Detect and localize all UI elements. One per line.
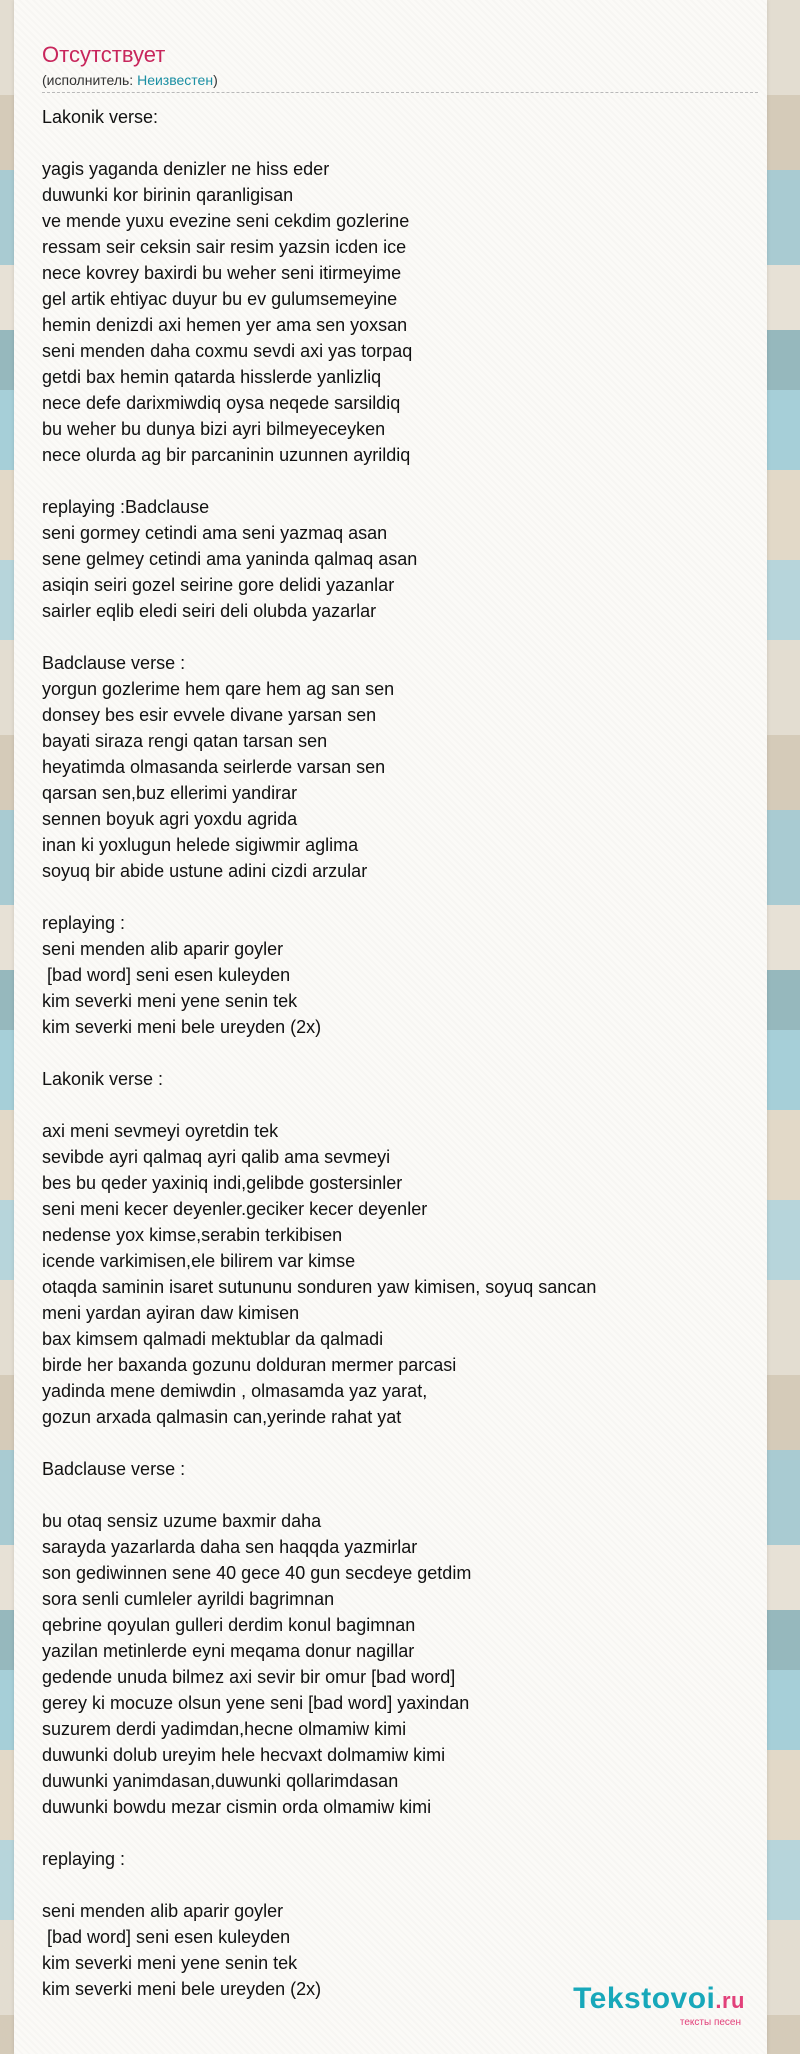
lyric-line: kim severki meni bele ureyden (2x) (42, 1979, 322, 1999)
lyric-blank-line (42, 624, 758, 650)
lyric-line: [bad word] seni esen kuleyden (42, 1927, 291, 1947)
lyric-line: duwunki bowdu mezar cismin orda olmamiw kimi (42, 1797, 432, 1817)
logo-tld: .ru (715, 1988, 745, 2013)
lyric-line: kim severki meni yene senin tek (42, 1953, 298, 1973)
lyric-line: otaqda saminin isaret sutununu sonduren yaw kimisen, soyuq sancan (42, 1277, 597, 1297)
lyric-line: seni menden daha coxmu sevdi axi yas torpaq (42, 341, 413, 361)
site-logo[interactable] (573, 1984, 745, 2028)
lyric-line: sairler eqlib eledi seiri deli olubda yazarlar (42, 601, 377, 621)
logo-tagline: тексты песен (679, 2017, 741, 2028)
lyric-line: icende varkimisen,ele bilirem var kimse (42, 1251, 356, 1271)
lyric-line: nece defe darixmiwdiq oysa neqede sarsildiq (42, 393, 401, 413)
lyric-line: Lakonik verse : (42, 1069, 164, 1089)
lyric-line: yorgun gozlerime hem qare hem ag san sen (42, 679, 395, 699)
lyric-line: sennen boyuk agri yoxdu agrida (42, 809, 298, 829)
lyric-line: ressam seir ceksin sair resim yazsin icden ice (42, 237, 407, 257)
lyric-line: replaying : (42, 1849, 126, 1869)
lyric-line: gozun arxada qalmasin can,yerinde rahat yat (42, 1407, 402, 1427)
song-title: Отсутствует (42, 42, 166, 67)
lyric-line: inan ki yoxlugun helede sigiwmir aglima (42, 835, 359, 855)
lyric-blank-line (42, 1092, 758, 1118)
lyric-line: yagis yaganda denizler ne hiss eder (42, 159, 330, 179)
lyric-line: bayati siraza rengi qatan tarsan sen (42, 731, 328, 751)
lyric-line: suzurem derdi yadimdan,hecne olmamiw kimi (42, 1719, 407, 1739)
lyric-line: seni menden alib aparir goyler (42, 939, 284, 959)
lyric-line: qarsan sen,buz ellerimi yandirar (42, 783, 298, 803)
artist-link[interactable]: Неизвестен (137, 72, 214, 88)
lyric-line: duwunki yanimdasan,duwunki qollarimdasan (42, 1771, 399, 1791)
lyric-blank-line (42, 1482, 758, 1508)
lyric-line: replaying :Badclause (42, 497, 210, 517)
lyric-line: sarayda yazarlarda daha sen haqqda yazmirlar (42, 1537, 418, 1557)
lyrics-card (14, 0, 767, 2054)
logo-name: Tekstovoi.ru (573, 1982, 745, 2015)
artist-line (42, 72, 218, 88)
lyric-blank-line (42, 130, 758, 156)
lyric-blank-line (42, 1040, 758, 1066)
lyric-line: ve mende yuxu evezine seni cekdim gozlerine (42, 211, 410, 231)
lyric-line: sene gelmey cetindi ama yaninda qalmaq asan (42, 549, 418, 569)
lyric-line: kim severki meni bele ureyden (2x) (42, 1017, 322, 1037)
lyric-line: soyuq bir abide ustune adini cizdi arzular (42, 861, 368, 881)
lyric-blank-line (42, 468, 758, 494)
lyric-line: replaying : (42, 913, 126, 933)
lyric-line: [bad word] seni esen kuleyden (42, 965, 291, 985)
lyric-line: heyatimda olmasanda seirlerde varsan sen (42, 757, 386, 777)
artist-suffix: ) (213, 72, 218, 88)
lyric-line: gel artik ehtiyac duyur bu ev gulumsemeyine (42, 289, 398, 309)
dashed-divider (42, 92, 758, 93)
lyric-blank-line (42, 1820, 758, 1846)
lyric-line: sora senli cumleler ayrildi bagrimnan (42, 1589, 335, 1609)
lyric-line: Badclause verse : (42, 1459, 186, 1479)
lyric-line: nece kovrey baxirdi bu weher seni itirmeyime (42, 263, 402, 283)
lyric-line: hemin denizdi axi hemen yer ama sen yoxsan (42, 315, 408, 335)
lyric-line: meni yardan ayiran daw kimisen (42, 1303, 300, 1323)
lyric-blank-line (42, 1430, 758, 1456)
artist-prefix: (исполнитель: (42, 72, 138, 88)
lyric-line: son gediwinnen sene 40 gece 40 gun secdeye getdim (42, 1563, 472, 1583)
lyric-line: bes bu qeder yaxiniq indi,gelibde gostersinler (42, 1173, 403, 1193)
lyric-line: seni meni kecer deyenler.geciker kecer deyenler (42, 1199, 428, 1219)
lyric-line: bu otaq sensiz uzume baxmir daha (42, 1511, 322, 1531)
lyric-line: getdi bax hemin qatarda hisslerde yanlizliq (42, 367, 382, 387)
lyric-line: kim severki meni yene senin tek (42, 991, 298, 1011)
lyric-line: bax kimsem qalmadi mektublar da qalmadi (42, 1329, 384, 1349)
lyric-line: yazilan metinlerde eyni meqama donur nagillar (42, 1641, 415, 1661)
lyric-line: duwunki dolub ureyim hele hecvaxt dolmamiw kimi (42, 1745, 446, 1765)
lyric-line: bu weher bu dunya bizi ayri bilmeyeceyken (42, 419, 386, 439)
lyric-line: asiqin seiri gozel seirine gore delidi yazanlar (42, 575, 395, 595)
lyric-blank-line (42, 884, 758, 910)
lyric-line: seni gormey cetindi ama seni yazmaq asan (42, 523, 388, 543)
lyrics-text (42, 104, 758, 2002)
lyric-line: gedende unuda bilmez axi sevir bir omur [bad word] (42, 1667, 456, 1687)
lyric-line: gerey ki mocuze olsun yene seni [bad word] yaxindan (42, 1693, 470, 1713)
lyric-line: axi meni sevmeyi oyretdin tek (42, 1121, 279, 1141)
lyric-line: qebrine qoyulan gulleri derdim konul bagimnan (42, 1615, 416, 1635)
lyric-line: duwunki kor birinin qaranligisan (42, 185, 294, 205)
lyric-line: birde her baxanda gozunu dolduran mermer parcasi (42, 1355, 457, 1375)
lyric-line: nece olurda ag bir parcaninin uzunnen ayrildiq (42, 445, 411, 465)
lyric-line: Badclause verse : (42, 653, 186, 673)
lyric-line: Lakonik verse: (42, 107, 159, 127)
lyric-line: donsey bes esir evvele divane yarsan sen (42, 705, 377, 725)
lyric-line: seni menden alib aparir goyler (42, 1901, 284, 1921)
lyric-blank-line (42, 1872, 758, 1898)
lyric-line: sevibde ayri qalmaq ayri qalib ama sevmeyi (42, 1147, 391, 1167)
lyric-line: yadinda mene demiwdin , olmasamda yaz yarat, (42, 1381, 428, 1401)
lyric-line: nedense yox kimse,serabin terkibisen (42, 1225, 343, 1245)
